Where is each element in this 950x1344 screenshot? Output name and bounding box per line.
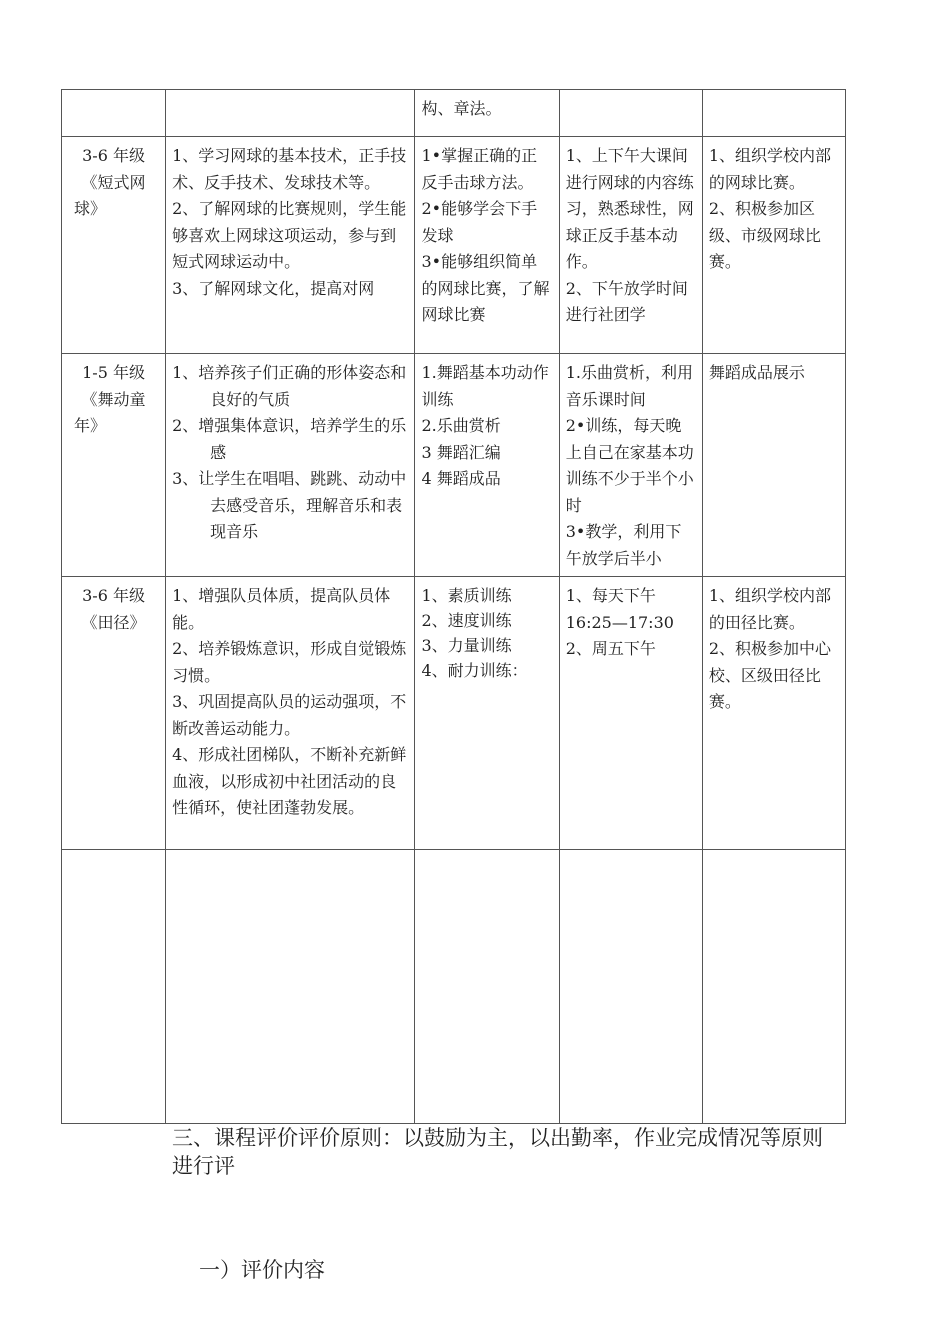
cell-content: 1、学习网球的基本技术，正手技术、反手技术、发球技术等。 2、了解网球的比赛规则，学生能够喜欢上网球这项运动，参与到短式网球运动中。 3、了解网球文化，提高对网	[166, 137, 415, 354]
cell-grade	[62, 850, 166, 1124]
cell-grade: 3-6 年级 《短式网 球》	[62, 137, 166, 354]
cell-time: 1、上下午大课间进行网球的内容练习，熟悉球性，网球正反手基本动作。 2、下午放学时间进行社团学	[559, 137, 702, 354]
cell-method	[415, 850, 559, 1124]
cell-activity: 1、组织学校内部的网球比赛。 2、积极参加区级、市级网球比赛。	[702, 137, 845, 354]
cell-activity: 1、组织学校内部的田径比赛。 2、积极参加中心校、区级田径比赛。	[702, 577, 845, 850]
cell-time: 1、每天下午 16:25—17:30 2、周五下午	[559, 577, 702, 850]
table-row-track	[62, 577, 846, 850]
cell-content	[166, 850, 415, 1124]
table-row-dance	[62, 354, 846, 577]
cell-method: 1.舞蹈基本功动作训练 2.乐曲赏析 3 舞蹈汇编 4 舞蹈成品	[415, 354, 559, 577]
cell-content: 1、增强队员体质，提高队员体能。 2、培养锻炼意识，形成自觉锻炼习惯。 3、巩固提高队员的运动强项，不断改善运动能力。 4、形成社团梯队，不断补充新鲜血液，以形成初中社团活动的良性循环，使社团蓬勃发展。	[166, 577, 415, 850]
cell-activity: 舞蹈成品展示	[702, 354, 845, 577]
cell-method: 1•掌握正确的正反手击球方法。 2•能够学会下手发球 3•能够组织简单的网球比赛，了解网球比赛	[415, 137, 559, 354]
table-row-continued	[62, 90, 846, 137]
cell-grade: 3-6 年级 《田径》	[62, 577, 166, 850]
cell-grade	[62, 90, 166, 137]
curriculum-table	[61, 89, 846, 1124]
cell-time	[559, 850, 702, 1124]
table-row-tennis	[62, 137, 846, 354]
cell-time: 1.乐曲赏析，利用音乐课时间 2•训练，每天晚上自己在家基本功训练不少于半个小时 3•教学，利用下午放学后半小	[559, 354, 702, 577]
cell-activity	[702, 850, 845, 1124]
cell-content	[166, 90, 415, 137]
evaluation-heading: 三、课程评价评价原则：以鼓励为主，以出勤率，作业完成情况等原则进行评	[172, 1126, 823, 1178]
cell-grade: 1-5 年级 《舞动童 年》	[62, 354, 166, 577]
cell-content: 1、培养孩子们正确的形体姿态和良好的气质 2、增强集体意识，培养学生的乐感 3、让学生在唱唱、跳跳、动动中去感受音乐，理解音乐和表现音乐	[166, 354, 415, 577]
evaluation-sub-heading: 一）评价内容	[199, 1258, 325, 1282]
cell-method: 构、章法。	[415, 90, 559, 137]
cell-activity	[702, 90, 845, 137]
table-row-empty	[62, 850, 846, 1124]
cell-time	[559, 90, 702, 137]
cell-method: 1、素质训练 2、速度训练 3、力量训练 4、耐力训练：	[415, 577, 559, 850]
